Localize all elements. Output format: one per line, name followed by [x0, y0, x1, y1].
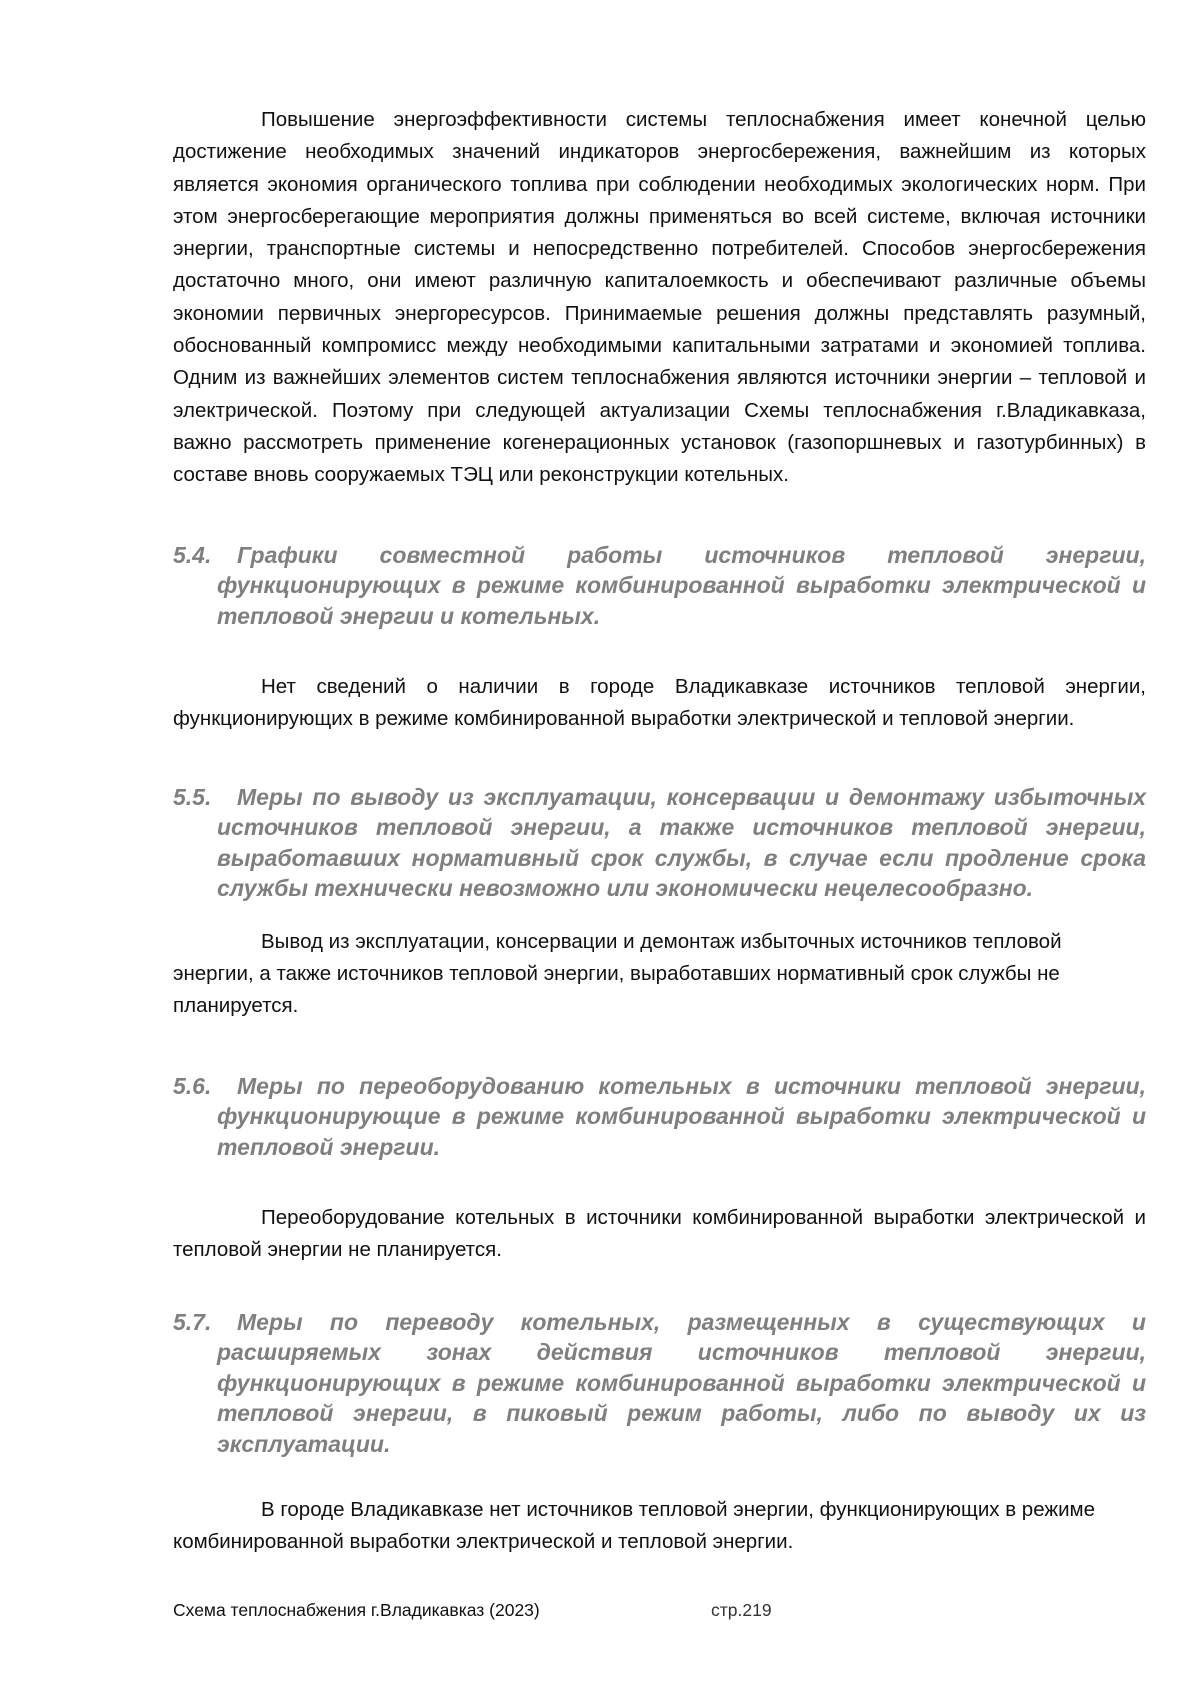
section-title: Меры по выводу из эксплуатации, консервации и демонтажу избыточных источников тепловой энергии, а также источников тепловой энергии, выработавших нормативный срок службы, в случае если продление срока службы технически невозможно или экономически нецелесообразно. [217, 783, 1146, 902]
section-heading-5-5 [173, 782, 1146, 904]
paragraph-no-combined-sources: В городе Владикавказе нет источников тепловой энергии, функционирующих в режиме комбинированной выработки электрической и тепловой энергии. [173, 1498, 1096, 1554]
paragraph-energy-efficiency: Повышение энергоэффективности системы теплоснабжения имеет конечной целью достижение необходимых значений индикаторов энергосбережения, важнейшим из которых является экономия органического топлива при соблюдении необходимых экологических норм. При этом энергосберегающие мероприятия должны применяться во всей системе, включая источники энергии, транспортные системы и непосредственно потребителей. Способов энергосбережения достаточно много, они имеют различную капиталоемкость и обеспечивают различные объемы экономии первичных энергоресурсов. Принимаемые решения должны представлять разумный, обоснованный компромисс между необходимыми капитальными затратами и экономией топлива. Одним из важнейших элементов систем теплоснабжения являются источники энергии – тепловой и электрической. Поэтому при следующей актуализации Схемы теплоснабжения г.Владикавказа, важно рассмотреть применение когенерационных установок (газопоршневых и газотурбинных) в составе вновь сооружаемых ТЭЦ или реконструкции котельных. [173, 108, 1146, 487]
section-title: Графики совместной работы источников тепловой энергии, функционирующих в режиме комбинированной выработки электрической и тепловой энергии и котельных. [217, 541, 1146, 629]
section-number: 5.5. [173, 783, 212, 810]
section-heading-5-4 [173, 540, 1146, 632]
paragraph-reequipment: Переоборудование котельных в источники комбинированной выработки электрической и тепловой энергии не планируется. [173, 1206, 1146, 1262]
section-number: 5.6. [173, 1072, 212, 1099]
section-title: Меры по переоборудованию котельных в источники тепловой энергии, функционирующие в режиме комбинированной выработки электрической и тепловой энергии. [217, 1072, 1146, 1160]
page-content [173, 104, 1146, 1559]
paragraph-decommissioning: Вывод из эксплуатации, консервации и демонтаж избыточных источников тепловой энергии, а также источников тепловой энергии, выработавших нормативный срок службы не планируется. [173, 929, 1062, 1018]
section-number: 5.7. [173, 1308, 212, 1335]
section-heading-5-7 [173, 1307, 1146, 1460]
paragraph-no-chp-sources: Нет сведений о наличии в городе Владикавказе источников тепловой энергии, функционирующих в режиме комбинированной выработки электрической и тепловой энергии. [173, 675, 1146, 731]
section-heading-5-6 [173, 1071, 1146, 1163]
section-title: Меры по переводу котельных, размещенных в существующих и расширяемых зонах действия источников тепловой энергии, функционирующих в режиме комбинированной выработки электрической и тепловой энергии, в пиковый режим работы, либо по выводу их из эксплуатации. [217, 1308, 1146, 1457]
footer-document-title: Схема теплоснабжения г.Владикавказ (2023) [173, 1600, 540, 1620]
section-number: 5.4. [173, 541, 212, 568]
page-number: стр.219 [711, 1600, 772, 1620]
